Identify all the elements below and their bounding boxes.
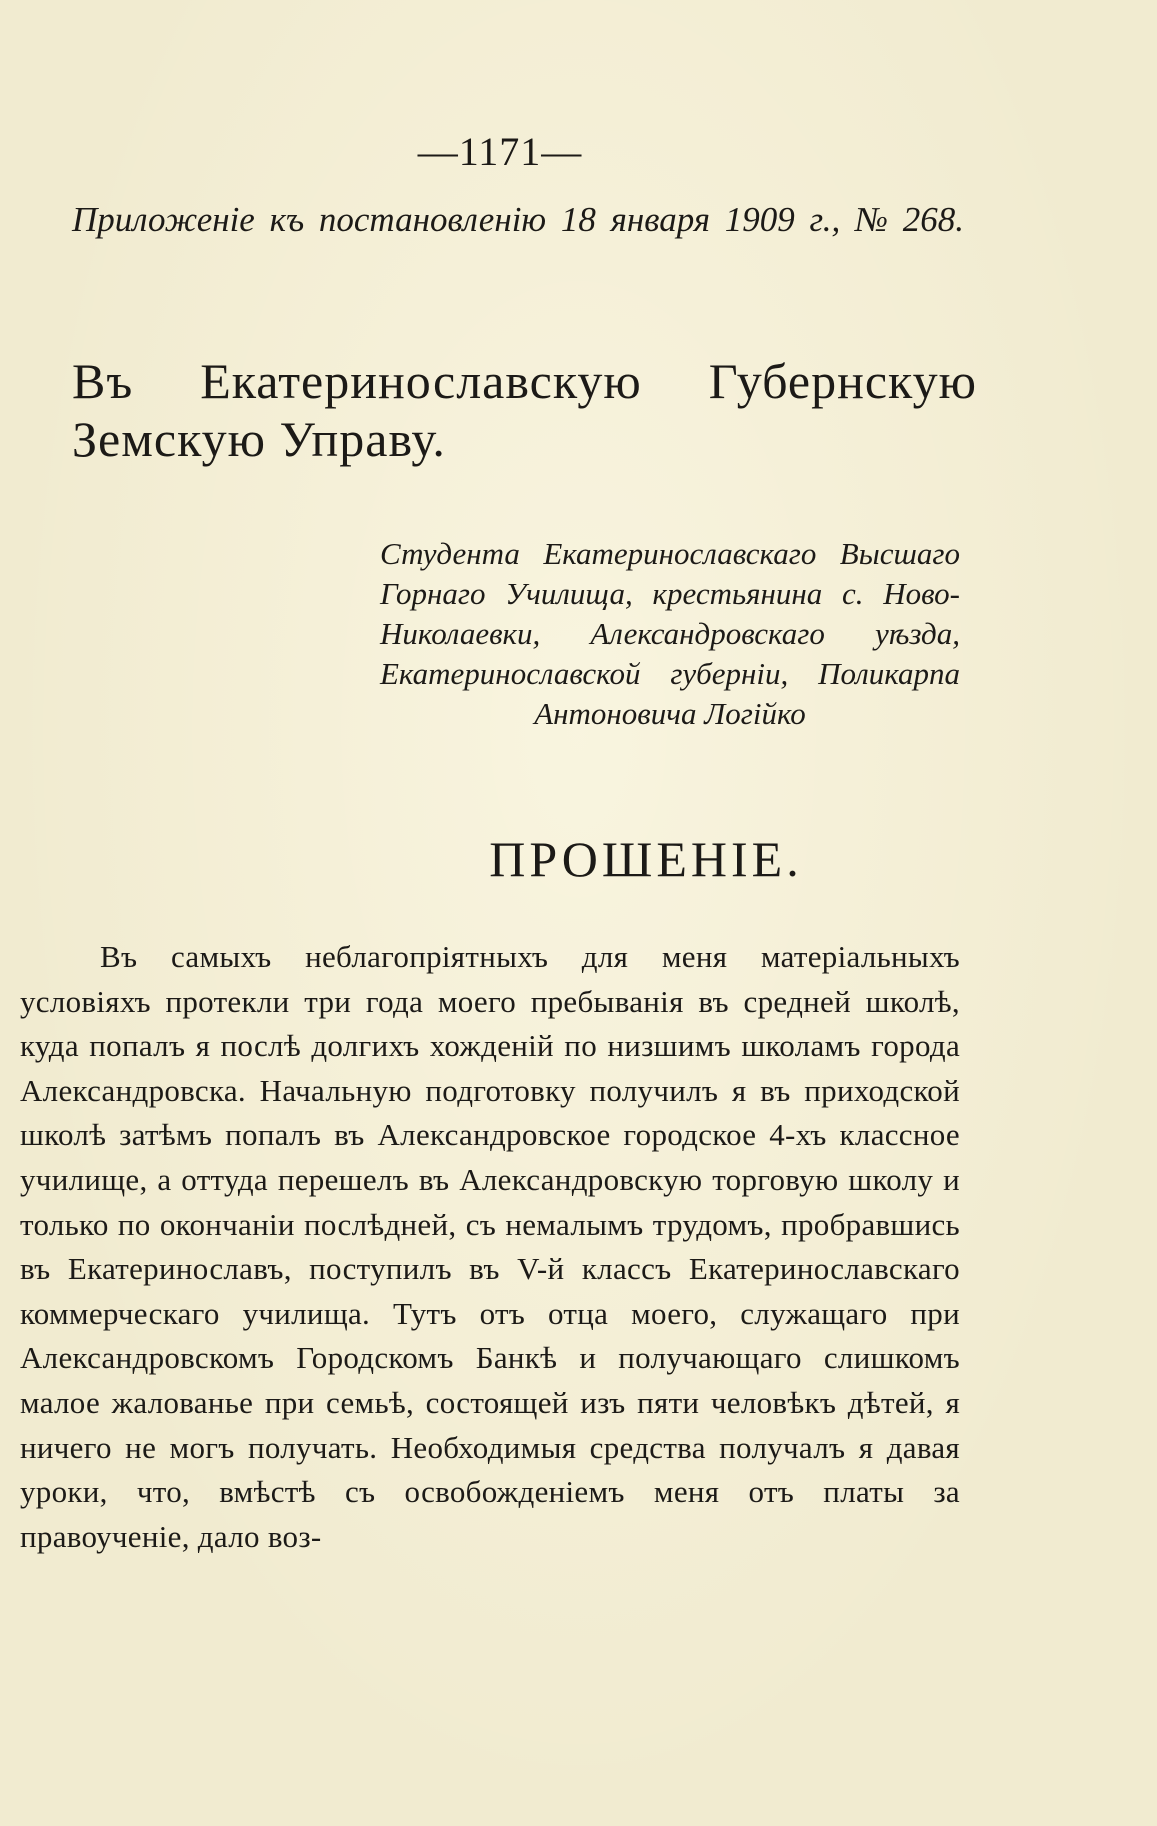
page-number: —1171— <box>417 129 583 174</box>
document-title-wrapper <box>0 830 1157 888</box>
addressee-heading: Въ Екатеринославскую Губернскую Земскую Управу. <box>72 353 977 467</box>
petitioner-block: Студента Екатеринославскаго Высшаго Горнаго Училища, крестьянина с. Ново-Николаевки, Александровскаго уѣзда, Екатеринославской губерніи, Поликарпа Антоновича Логійко <box>380 536 960 731</box>
document-title: ПРОШЕНІЕ. <box>489 831 803 887</box>
appendix-note: Приложеніе къ постановленію 18 января 1909 г., № 268. <box>72 200 964 239</box>
body-paragraph: Въ самыхъ неблагопріятныхъ для меня матеріальныхъ условіяхъ протекли три года моего пребыванія въ средней школѣ, куда попалъ я послѣ долгихъ хожденій по низшимъ школамъ города Александровска. Начальную подготовку получилъ я въ приходской школѣ затѣмъ попалъ въ Александровское городское 4-хъ классное училище, а оттуда перешелъ въ Александровскую торговую школу и только по окончаніи послѣдней, съ немалымъ трудомъ, пробравшись въ Екатеринославъ, поступилъ въ V-й классъ Екатеринославскаго коммерческаго училища. Тутъ отъ отца моего, служащаго при Александровскомъ Городскомъ Банкѣ и получающаго слишкомъ малое жалованье при семьѣ, состоящей изъ пяти человѣкъ дѣтей, я ничего не могъ получать. Необходимыя средства получалъ я давая уроки, что, вмѣстѣ съ освобожденіемъ меня отъ платы за правоученіе, дало воз- <box>20 939 960 1554</box>
